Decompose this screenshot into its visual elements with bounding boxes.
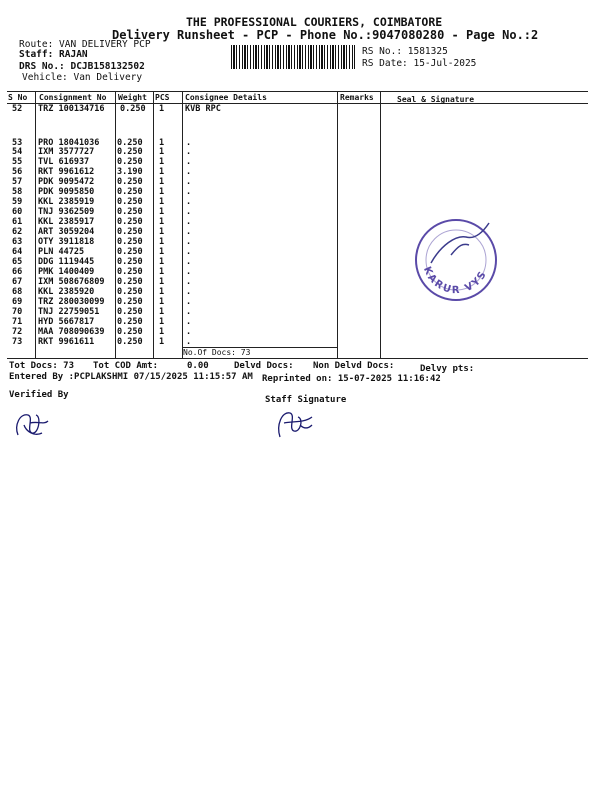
verifier-signature [12,407,52,441]
document-title: Delivery Runsheet - PCP - Phone No.:9047080280 - Page No.:2 [112,28,539,42]
col-sno: S No [8,93,28,102]
tot-cod-label: Tot COD Amt: [93,361,159,371]
stamp-text: KARUR VYS [420,265,490,297]
delvd-docs: Delvd Docs: [234,361,294,371]
col-consignment: Consignment No [39,93,107,102]
no-of-docs: No.Of Docs: 73 [183,348,251,357]
tot-docs: Tot Docs: 73 [9,361,75,371]
entered-by: Entered By :PCPLAKSHMI 07/15/2025 11:15:57 AM [9,372,253,382]
tot-cod-value: 0.00 [187,361,209,371]
verified-by-label: Verified By [9,390,69,400]
route-label: Route: VAN DELIVERY PCP [19,39,151,50]
reprinted-on: Reprinted on: 15-07-2025 11:16:42 [262,374,441,384]
drs-number: DRS No.: DCJB158132502 [19,61,145,72]
barcode [231,45,355,69]
delvy-pts: Delvy pts: [420,364,475,374]
non-delvd-docs: Non Delvd Docs: [313,361,395,371]
staff-signature [270,407,316,443]
bank-stamp [411,215,501,305]
staff-signature-label: Staff Signature [265,395,347,405]
rs-date: RS Date: 15-Jul-2025 [362,58,477,69]
col-weight: Weight [118,93,147,102]
vehicle-label: Vehicle: Van Delivery [22,72,143,83]
col-seal: Seal & Signature [397,95,475,104]
col-consignee: Consignee Details [185,93,267,102]
col-pcs: PCS [155,93,170,102]
company-name: THE PROFESSIONAL COURIERS, COIMBATORE [186,15,443,29]
rs-number: RS No.: 1581325 [362,46,448,57]
col-remarks: Remarks [340,93,374,102]
staff-label: Staff: RAJAN [19,49,88,60]
runsheet-table: S No Consignment No Weight PCS Consignee Details Remarks Seal & Signature 52 TRZ 100134716 0.250 1 KVB RPC 53 PRO 18041036 0.250 1 . 54 IXM 3577727 0.250 1 . 55 TVL 616937 0.250 1 . 56 RKT 9961612 3.190 1 . 57 PDK 9095472 0.250 1 . 58 PDK 9095850 0.250 1 . 59 KKL 2385919 0.250 1 . 60 TNJ 9362509 0.250 1 . 61 KKL 2385917 0.250 1 . 62 ART 3059204 0.250 1 . 63 OTY 3911818 0.250 1 . 64 PLN 44725 0.250 1 . 65 DDG 1119445 0.250 1 . 66 PMK 1400409 0.250 1 . 67 IXM 508676809 0.250 1 . 68 KKL 2385920 0.250 1 . 69 TRZ 280030099 0.250 1 . 70 TNJ 22759051 0.250 1 . 71 HYD 5667817 0.250 1 . 72 MAA 708090639 0.250 1 . 73 RKT 9961611 0.250 1 . No.Of Docs: 73 [7,91,588,359]
